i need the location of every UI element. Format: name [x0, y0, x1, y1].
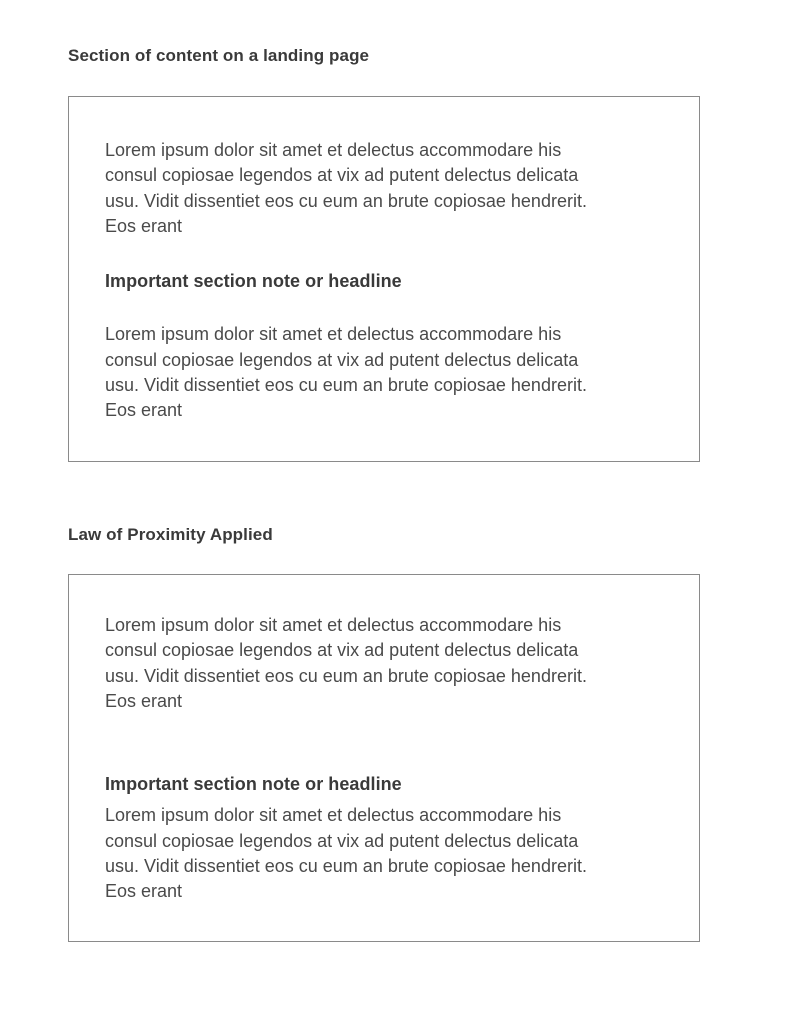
paragraph-second: Lorem ipsum dolor sit amet et delectus accommodare his consul copiosae legendos at vix ad putent delectus delicata usu. Vidit dissentiet eos cu eum an brute copiosae hendrerit. Eos erant: [105, 324, 587, 421]
paragraph-first: Lorem ipsum dolor sit amet et delectus accommodare his consul copiosae legendos at vix ad putent delectus delicata usu. Vidit dissentiet eos cu eum an brute copiosae hendrerit. Eos erant: [105, 140, 587, 236]
section-subheading: Important section note or headline: [105, 774, 402, 795]
box-content: [105, 138, 605, 424]
section-subheading: Important section note or headline: [105, 271, 402, 292]
example-box-after: [68, 574, 700, 942]
paragraph-second: Lorem ipsum dolor sit amet et delectus accommodare his consul copiosae legendos at vix ad putent delectus delicata usu. Vidit dissentiet eos cu eum an brute copiosae hendrerit. Eos erant: [105, 805, 587, 902]
paragraph-first: Lorem ipsum dolor sit amet et delectus accommodare his consul copiosae legendos at vix ad putent delectus delicata usu. Vidit dissentiet eos cu eum an brute copiosae hendrerit. Eos erant: [105, 615, 587, 711]
section-title-landing-page: Section of content on a landing page: [68, 46, 370, 65]
box-content: [105, 613, 605, 905]
example-box-before: [68, 96, 700, 462]
section-title-law-of-proximity: Law of Proximity Applied: [68, 525, 273, 544]
